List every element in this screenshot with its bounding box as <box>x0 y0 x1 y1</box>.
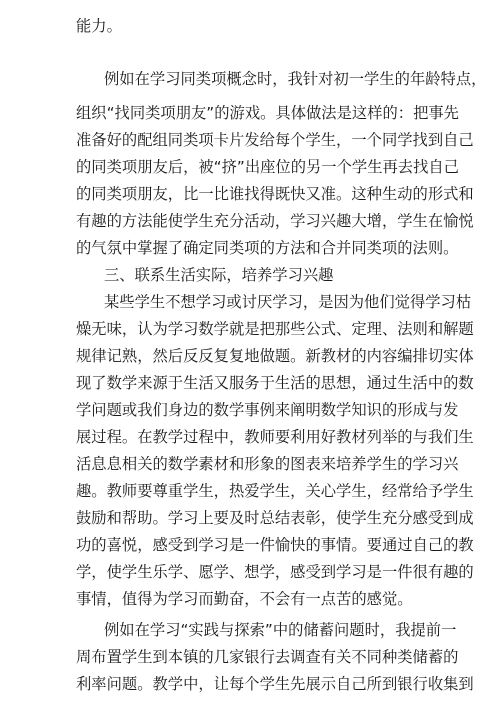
text-line: 有趣的方法能使学生充分活动，学习兴趣大增，学生在愉悦 <box>76 212 474 230</box>
text-line: 现了数学来源于生活又服务于生活的思想，通过生活中的数 <box>76 374 474 392</box>
text-line: 鼓励和帮助。学习上要及时总结表彰，使学生充分感受到成 <box>76 509 474 527</box>
text-line: 准备好的配组同类项卡片发给每个学生，一个同学找到自己 <box>76 131 474 149</box>
paragraph-first-line: 例如在学习“实践与探索”中的储蓄问题时，我提前一 <box>104 621 457 639</box>
text-line: 趣。教师要尊重学生，热爱学生，关心学生，经常给予学生 <box>76 482 474 500</box>
text-line: 组织“找同类项朋友”的游戏。具体做法是这样的：把事先 <box>76 104 459 122</box>
text-line: 功的喜悦，感受到学习是一件愉快的事情。要通过自己的教 <box>76 536 474 554</box>
paragraph-first-line: 某些学生不想学习或讨厌学习，是因为他们觉得学习枯 <box>104 293 472 311</box>
text-line: 事情，值得为学习而勤奋，不会有一点苦的感觉。 <box>76 590 413 608</box>
text-line: 规律记熟，然后反反复复地做题。新教材的内容编排切实体 <box>76 347 474 365</box>
paragraph-first-line: 例如在学习同类项概念时，我针对初一学生的年龄特点， <box>104 70 487 88</box>
text-line: 的气氛中掌握了确定同类项的方法和合并同类项的法则。 <box>76 239 459 257</box>
text-line: 周布置学生到本镇的几家银行去调查有关不同种类储蓄的 <box>76 648 459 666</box>
text-line: 活息息相关的数学素材和形象的图表来培养学生的学习兴 <box>76 455 459 473</box>
text-line: 的同类项朋友，比一比谁找得既快又准。这种生动的形式和 <box>76 185 474 203</box>
text-line: 学，使学生乐学、愿学、想学，感受到学习是一件很有趣的 <box>76 563 474 581</box>
text-line: 燥无味，认为学习数学就是把那些公式、定理、法则和解题 <box>76 320 474 338</box>
text-line: 的同类项朋友后，被“挤”出座位的另一个学生再去找自己 <box>76 158 459 176</box>
text-line: 展过程。在教学过程中，教师要利用好教材列举的与我们生 <box>76 428 474 446</box>
text-line: 能力。 <box>76 17 122 35</box>
section-heading: 三、联系生活实际，培养学习兴趣 <box>104 266 334 284</box>
text-line: 利率问题。教学中，让每个学生先展示自己所到银行收集到 <box>76 675 474 693</box>
text-line: 学问题或我们身边的数学事例来阐明数学知识的形成与发 <box>76 401 459 419</box>
